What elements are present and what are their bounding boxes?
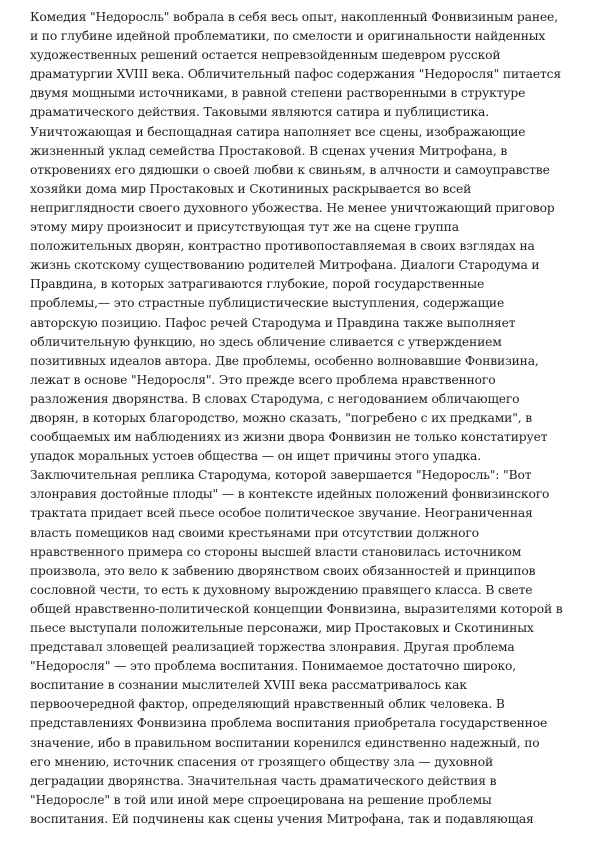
text-line: трактата придает всей пьесе особое политическое звучание. Неограниченная — [30, 506, 533, 521]
text-line: авторскую позицию. Пафос речей Стародума и Правдина также выполняет — [30, 315, 516, 330]
text-line: представлениях Фонвизина проблема воспитания приобретала государственное — [30, 716, 548, 731]
text-line: первоочередной фактор, определяющий нравственный облик человека. В — [30, 697, 505, 712]
text-line: воспитание в сознании мыслителей XVIII века рассматривалось как — [30, 678, 467, 693]
text-line: представал зловещей реализацией торжества злонравия. Другая проблема — [30, 640, 515, 655]
text-line: жизнь скотскому существованию родителей Митрофана. Диалоги Стародума и — [30, 258, 540, 273]
text-line: воспитания. Ей подчинены как сцены учения Митрофана, так и подавляющая — [30, 811, 534, 826]
text-line: "Недоросле" в той или иной мере спроецирована на решение проблемы — [30, 792, 492, 807]
text-line: власть помещиков над своими крестьянами при отсутствии должного — [30, 525, 479, 540]
text-line: положительных дворян, контрастно противопоставляемая в своих взглядах на — [30, 239, 535, 254]
text-line: откровениях его дядюшки о своей любви к свиньям, в алчности и самоуправстве — [30, 162, 550, 177]
text-line: обличительную функцию, но здесь обличение сливается с утверждением — [30, 334, 502, 349]
text-line: его мнению, источник спасения от грозящего обществу зла — духовной — [30, 754, 493, 769]
text-line: драматургии XVIII века. Обличительный пафос содержания "Недоросля" питается — [30, 67, 561, 82]
text-line: Комедия "Недоросль" вобрала в себя весь опыт, накопленный Фонвизиным ранее, — [30, 10, 558, 24]
body-text — [30, 8, 570, 829]
text-line: пьесе выступали положительные персонажи, мир Простаковых и Скотининых — [30, 621, 534, 635]
text-line: "Недоросля" — это проблема воспитания. Понимаемое достаточно широко, — [30, 659, 516, 674]
text-line: Правдина, в которых затрагиваются глубокие, порой государственные — [30, 277, 485, 292]
text-line: Уничтожающая и беспощадная сатира наполняет все сцены, изображающие — [30, 124, 526, 139]
text-line: этому миру произносит и присутствующая тут же на сцене группа — [30, 220, 459, 235]
text-line: Заключительная реплика Стародума, которой завершается "Недоросль": "Вот — [30, 468, 532, 483]
text-line: значение, ибо в правильном воспитании коренился единственно надежный, по — [30, 735, 540, 750]
text-line: проблемы,— это страстные публицистические выступления, содержащие — [30, 296, 505, 311]
text-line: дворян, в которых благородство, можно сказать, "погребено с их предками", в — [30, 410, 533, 425]
text-line: разложения дворянства. В словах Стародума, с негодованием обличающего — [30, 391, 520, 406]
text-line: общей нравственно-политической концепции Фонвизина, выразителями которой в — [30, 601, 563, 616]
text-line: упадок моральных устоев общества — он ищет причины этого упадка. — [30, 449, 481, 464]
text-line: художественных решений остается непревзойденным шедевром русской — [30, 48, 501, 63]
text-line: лежат в основе "Недоросля". Это прежде всего проблема нравственного — [30, 372, 496, 387]
text-line: деградации дворянства. Значительная часть драматического действия в — [30, 773, 497, 788]
text-line: хозяйки дома мир Простаковых и Скотининых раскрывается во всей — [30, 181, 472, 196]
text-line: позитивных идеалов автора. Две проблемы, особенно волновавшие Фонвизина, — [30, 353, 539, 368]
text-line: сообщаемых им наблюдениях из жизни двора Фонвизин не только констатирует — [30, 430, 548, 445]
text-line: сословной чести, то есть к духовному вырождению правящего класса. В свете — [30, 582, 533, 597]
text-line: жизненный уклад семейства Простаковой. В сценах учения Митрофана, в — [30, 143, 508, 158]
text-line: и по глубине идейной проблематики, по смелости и оригинальности найденных — [30, 29, 546, 44]
text-line: двумя мощными источниками, в равной степени растворенными в структуре — [30, 86, 526, 101]
text-line: драматического действия. Таковыми являются сатира и публицистика. — [30, 105, 489, 120]
text-line: произвола, это вело к забвению дворянством своих обязанностей и принципов — [30, 563, 536, 578]
text-line: нравственного примера со стороны высшей власти становилась источником — [30, 544, 522, 559]
text-line: неприглядности своего духовного убожества. Не менее уничтожающий приговор — [30, 200, 555, 215]
text-line: злонравия достойные плоды" — в контексте идейных положений фонвизинского — [30, 487, 550, 502]
